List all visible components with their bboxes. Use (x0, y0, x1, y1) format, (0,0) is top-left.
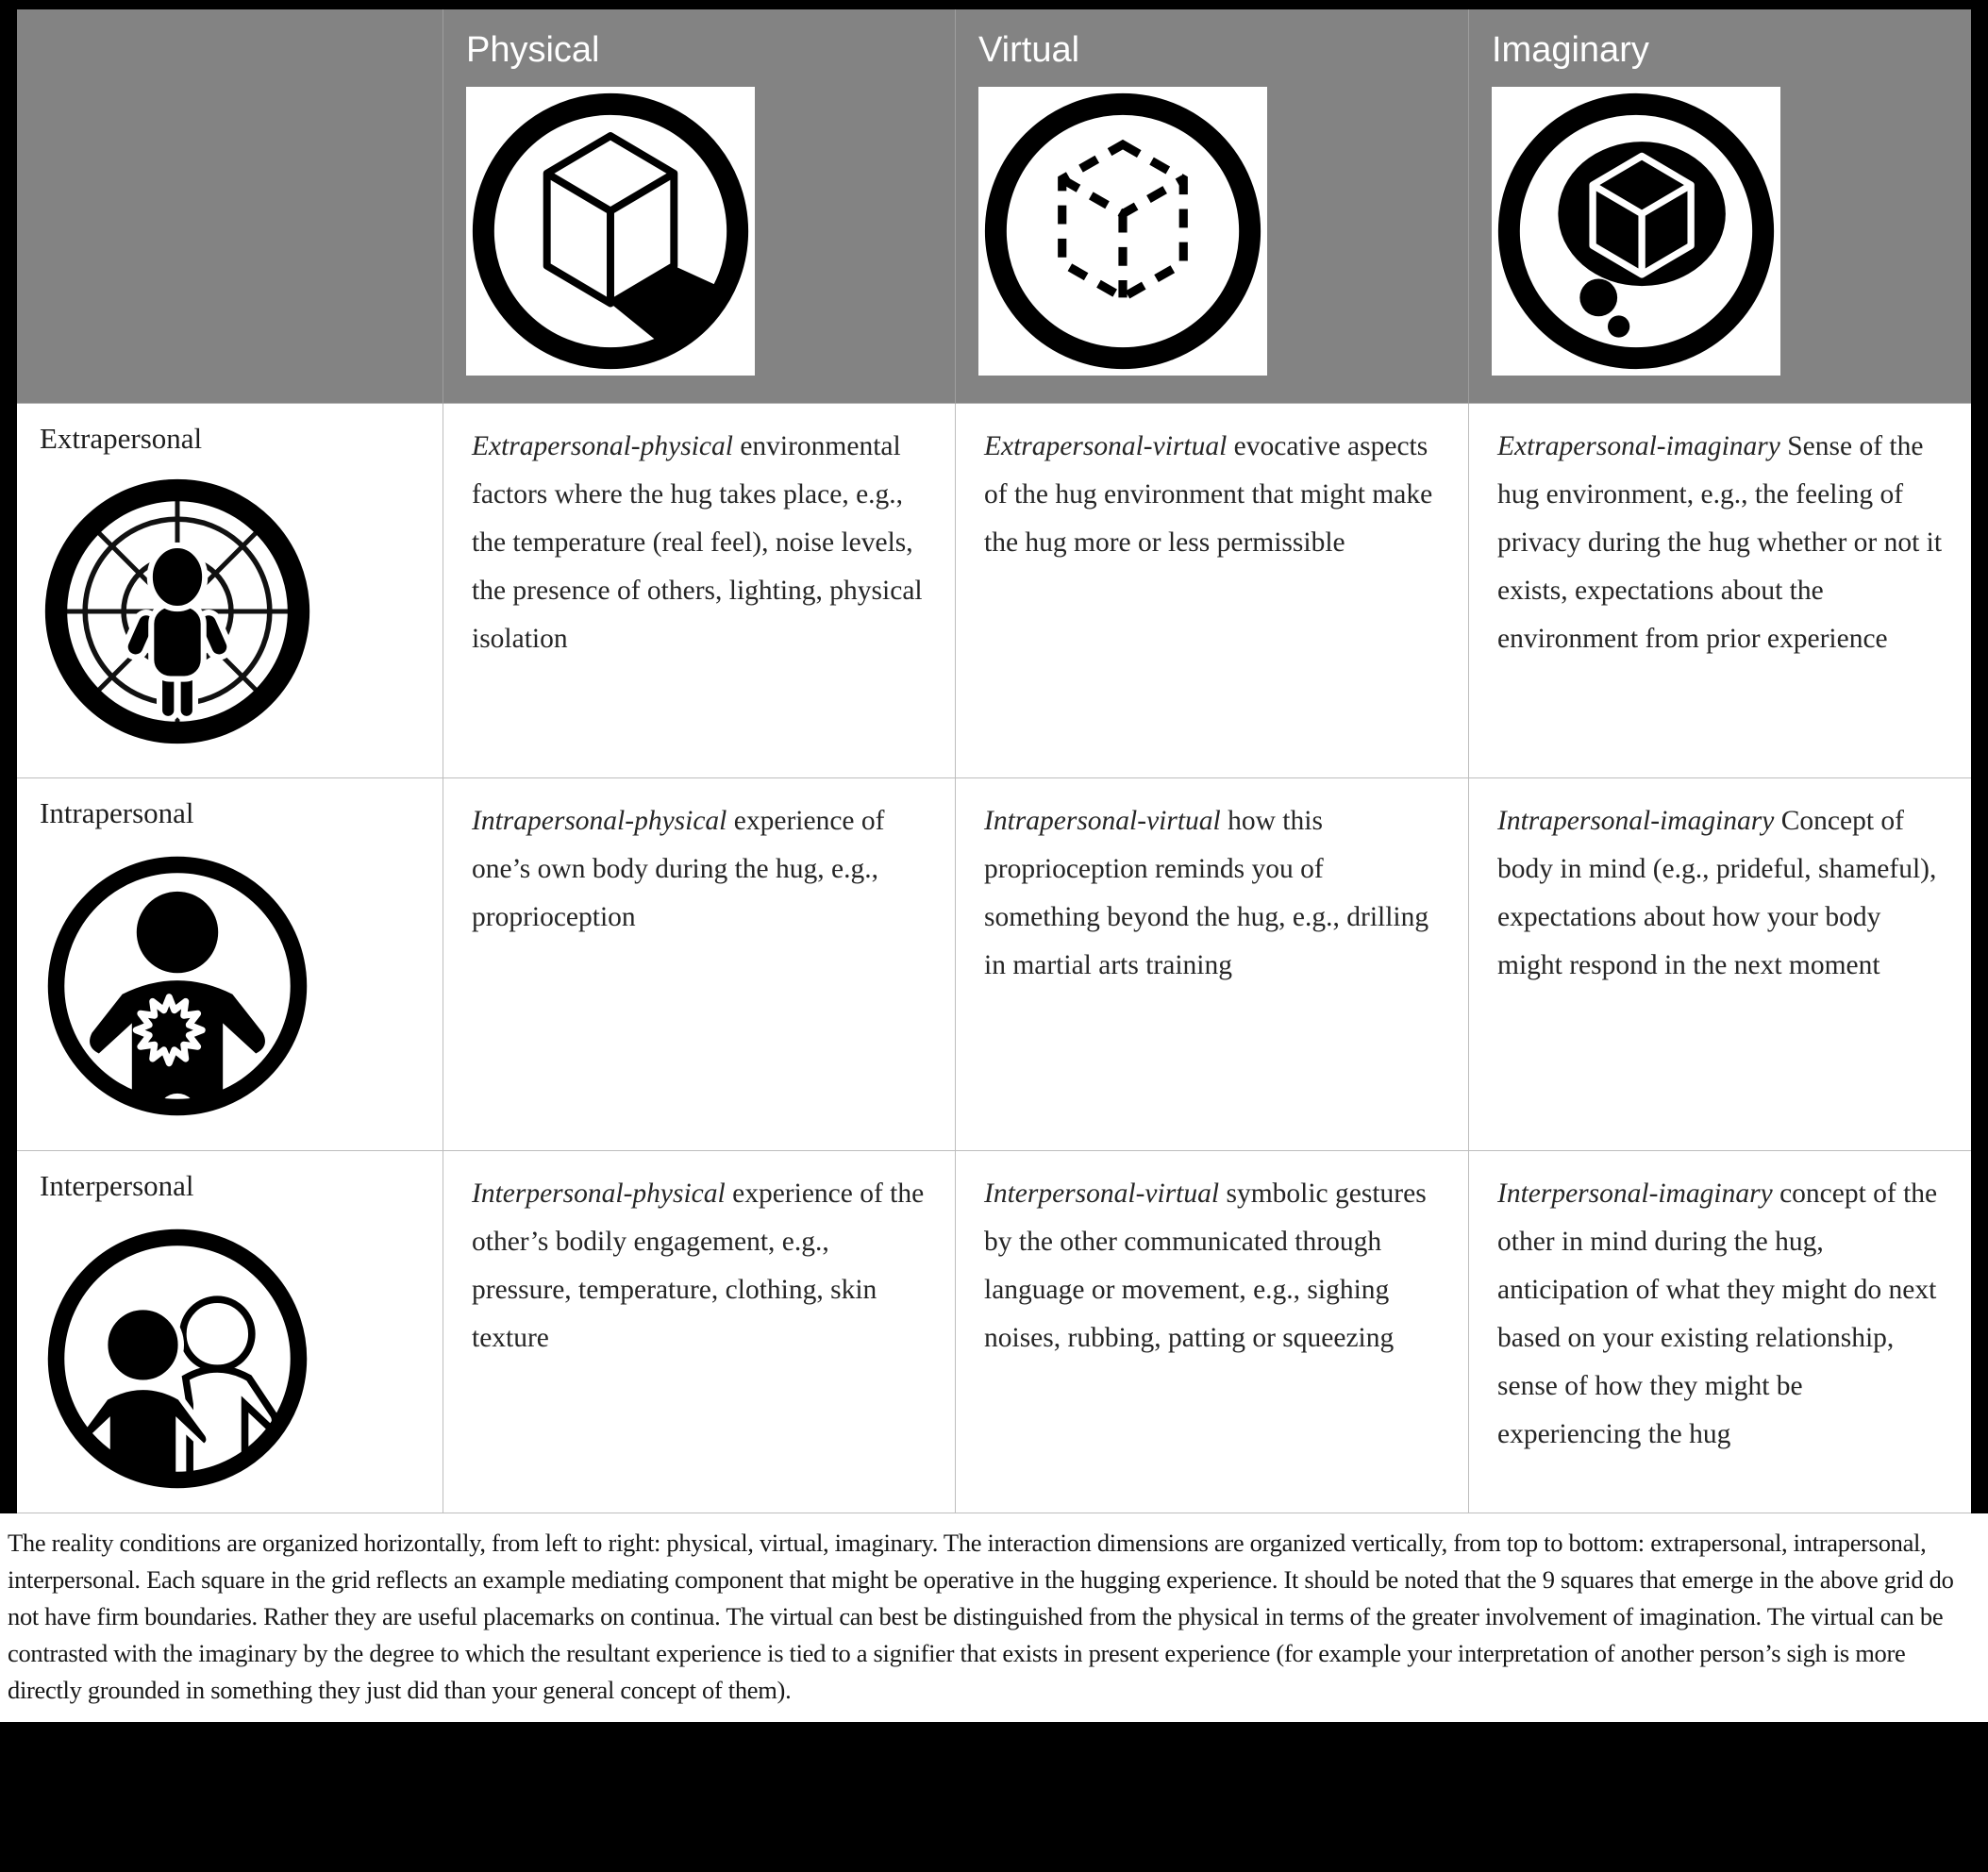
cell-description: Sense of the hug environment, e.g., the feeling of privacy during the hug whether or not it exists, expectations about the environment from prior experience (1497, 431, 1943, 654)
cell-lead-term: Intrapersonal-physical (472, 806, 727, 836)
row-header-label: Intrapersonal (40, 796, 194, 829)
table-cell (956, 404, 1469, 778)
table-cell (1469, 778, 1971, 1151)
cell-description: environmental factors where the hug takes place, e.g., the temperature (real feel), noise levels, the presence of others, lighting, physical isolation (472, 431, 923, 654)
row-header-interpersonal (17, 1151, 443, 1513)
table-cell (443, 1151, 956, 1513)
row-header-extrapersonal (17, 404, 443, 778)
cell-paragraph (1469, 1151, 1971, 1459)
cell-description: experience of the other’s bodily engagement, e.g., pressure, temperature, clothing, skin texture (472, 1178, 925, 1353)
table-cell (956, 778, 1469, 1151)
table-cell (1469, 404, 1971, 778)
cell-paragraph (956, 778, 1468, 990)
header-corner-cell (17, 9, 443, 404)
table-caption: The reality conditions are organized horizontally, from left to right: physical, virtual, imaginary. The interaction dimensions are organized vertically, from top to bottom: extrapersonal, intrapersonal, interpersonal. Each square in the grid reflects an example mediating component that might be operative in the hugging experience. It should be noted that the 9 squares that emerge in the above grid do not have firm boundaries. Rather they are useful placemarks on continua. The virtual can best be distinguished from the physical in terms of the greater involvement of imagination. The virtual can be contrasted with the imaginary by the degree to which the resultant experience is tied to a signifier that exists in present experience (for example your interpretation of another person’s sigh is more directly grounded in something they just did than your general concept of them). (0, 1513, 1988, 1722)
cell-lead-term: Intrapersonal-virtual (984, 806, 1221, 836)
cell-lead-term: Interpersonal-imaginary (1497, 1178, 1773, 1209)
column-header-label: Virtual (978, 30, 1080, 70)
table-cell (443, 404, 956, 778)
column-header-label: Physical (466, 30, 600, 70)
row-header-label: Extrapersonal (40, 422, 203, 455)
cell-lead-term: Extrapersonal-imaginary (1497, 431, 1780, 461)
imaginary-thought-cube-icon (1492, 87, 1780, 376)
cell-paragraph (443, 404, 955, 663)
cell-description: experience of one’s own body during the hug, e.g., proprioception (472, 806, 885, 932)
hug-mediation-matrix-table (17, 9, 1971, 1513)
table-cell (443, 778, 956, 1151)
interpersonal-two-people-icon (40, 1221, 315, 1496)
row-header-intrapersonal (17, 778, 443, 1151)
physical-cube-icon (466, 87, 755, 376)
cell-description: concept of the other in mind during the hug, anticipation of what they might do next based on your existing relationship, sense of how they might be experiencing the hug (1497, 1178, 1938, 1449)
cell-description: Concept of body in mind (e.g., prideful, shameful), expectations about how your body might respond in the next moment (1497, 806, 1937, 980)
cell-lead-term: Extrapersonal-virtual (984, 431, 1228, 461)
extrapersonal-radar-person-icon (40, 474, 315, 749)
intrapersonal-body-sensation-icon (40, 848, 315, 1124)
cell-lead-term: Interpersonal-physical (472, 1178, 726, 1209)
column-header-virtual (956, 9, 1469, 404)
column-header-label: Imaginary (1492, 30, 1649, 70)
cell-lead-term: Extrapersonal-physical (472, 431, 733, 461)
cell-paragraph (443, 778, 955, 942)
virtual-dashed-cube-icon (978, 87, 1267, 376)
cell-paragraph (1469, 778, 1971, 990)
column-header-imaginary (1469, 9, 1971, 404)
cell-paragraph (1469, 404, 1971, 663)
cell-description: how this proprioception reminds you of something beyond the hug, e.g., drilling in martial arts training (984, 806, 1429, 980)
cell-paragraph (956, 404, 1468, 567)
table-cell (1469, 1151, 1971, 1513)
cell-description: symbolic gestures by the other communicated through language or movement, e.g., sighing noises, rubbing, patting or squeezing (984, 1178, 1427, 1353)
table-cell (956, 1151, 1469, 1513)
cell-description: evocative aspects of the hug environment that might make the hug more or less permissible (984, 431, 1433, 558)
row-header-label: Interpersonal (40, 1169, 194, 1202)
cell-paragraph (443, 1151, 955, 1362)
cell-paragraph (956, 1151, 1468, 1362)
cell-lead-term: Intrapersonal-imaginary (1497, 806, 1775, 836)
cell-lead-term: Interpersonal-virtual (984, 1178, 1220, 1209)
column-header-physical (443, 9, 956, 404)
